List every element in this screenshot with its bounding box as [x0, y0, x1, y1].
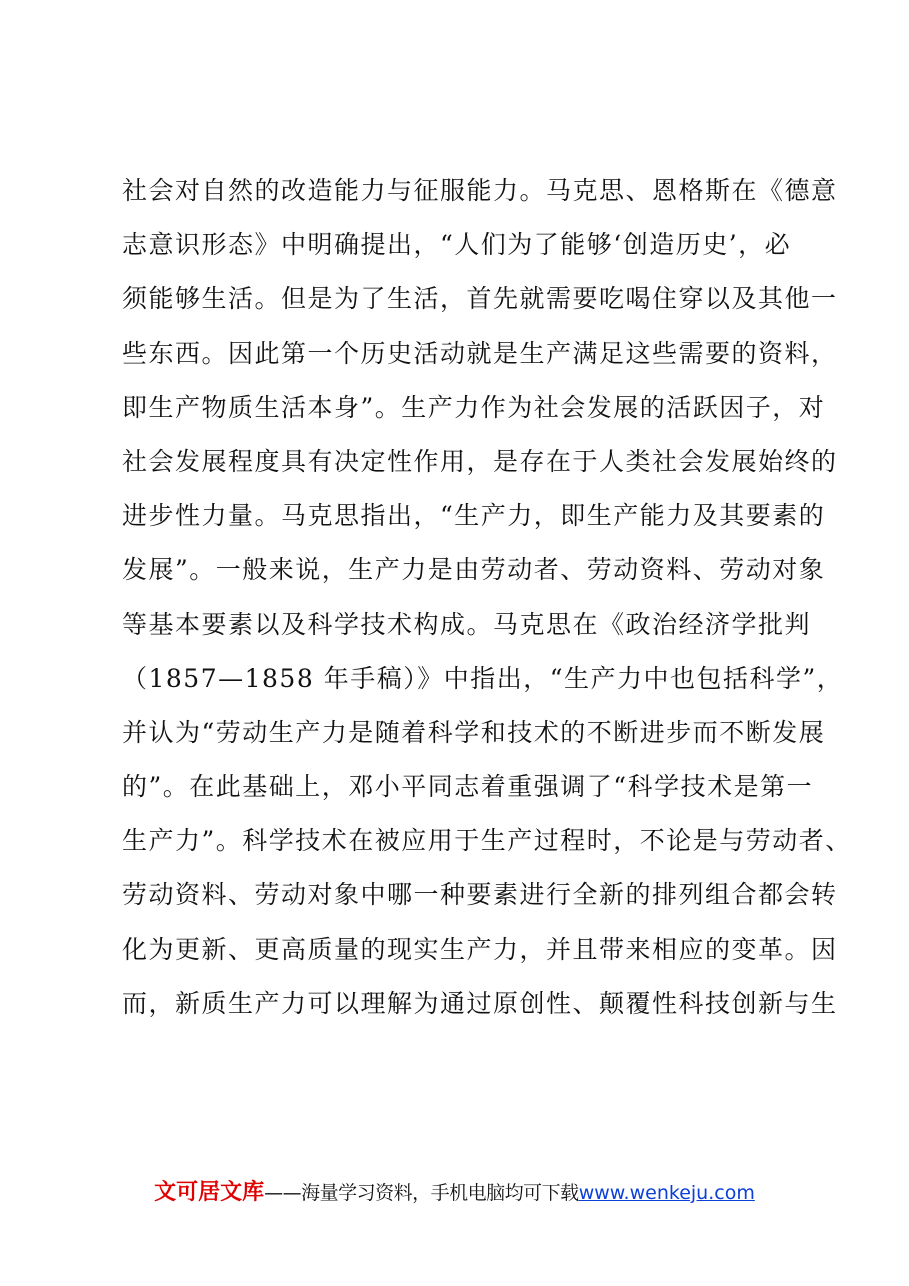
text-line: （1857—1858 年手稿）》中指出，“生产力中也包括科学”， — [122, 663, 844, 693]
footer-tagline: ——海量学习资料，手机电脑均可下载 — [264, 1182, 579, 1204]
text-line: 即生产物质生活本身”。生产力作为社会发展的活跃因子，对 — [122, 392, 826, 422]
text-line: 并认为“劳动生产力是随着科学和技术的不断进步而不断发展 — [122, 717, 826, 747]
text-line: 而，新质生产力可以理解为通过原创性、颠覆性科技创新与生 — [122, 988, 838, 1018]
text-line: 劳动资料、劳动对象中哪一种要素进行全新的排列组合都会转 — [122, 880, 838, 910]
text-line: 社会发展程度具有决定性作用，是存在于人类社会发展始终的 — [122, 446, 838, 476]
footer-website-link[interactable]: www.wenkeju.com — [578, 1182, 755, 1204]
text-line: 生产力”。科学技术在被应用于生产过程时，不论是与劳动者、 — [122, 826, 852, 856]
footer-brand: 文可居文库 — [154, 1180, 265, 1205]
text-line: 些东西。因此第一个历史活动就是生产满足这些需要的资料， — [122, 338, 838, 368]
text-line: 化为更新、更高质量的现实生产力，并且带来相应的变革。因 — [122, 934, 838, 964]
text-line: 的”。在此基础上，邓小平同志着重强调了“科学技术是第一 — [122, 772, 814, 802]
text-line: 进步性力量。马克思指出，“生产力，即生产能力及其要素的 — [122, 501, 826, 531]
footer-banner — [0, 1179, 909, 1207]
text-line: 志意识形态》中明确提出，“人们为了能够‘创造历史’，必 — [122, 230, 792, 260]
text-line: 须能够生活。但是为了生活，首先就需要吃喝住穿以及其他一 — [122, 284, 838, 314]
body-text — [122, 164, 852, 1031]
text-line: 社会对自然的改造能力与征服能力。马克思、恩格斯在《德意 — [122, 176, 838, 205]
text-line: 等基本要素以及科学技术构成。马克思在《政治经济学批判 — [122, 609, 812, 639]
text-line: 发展”。一般来说，生产力是由劳动者、劳动资料、劳动对象 — [122, 555, 826, 585]
